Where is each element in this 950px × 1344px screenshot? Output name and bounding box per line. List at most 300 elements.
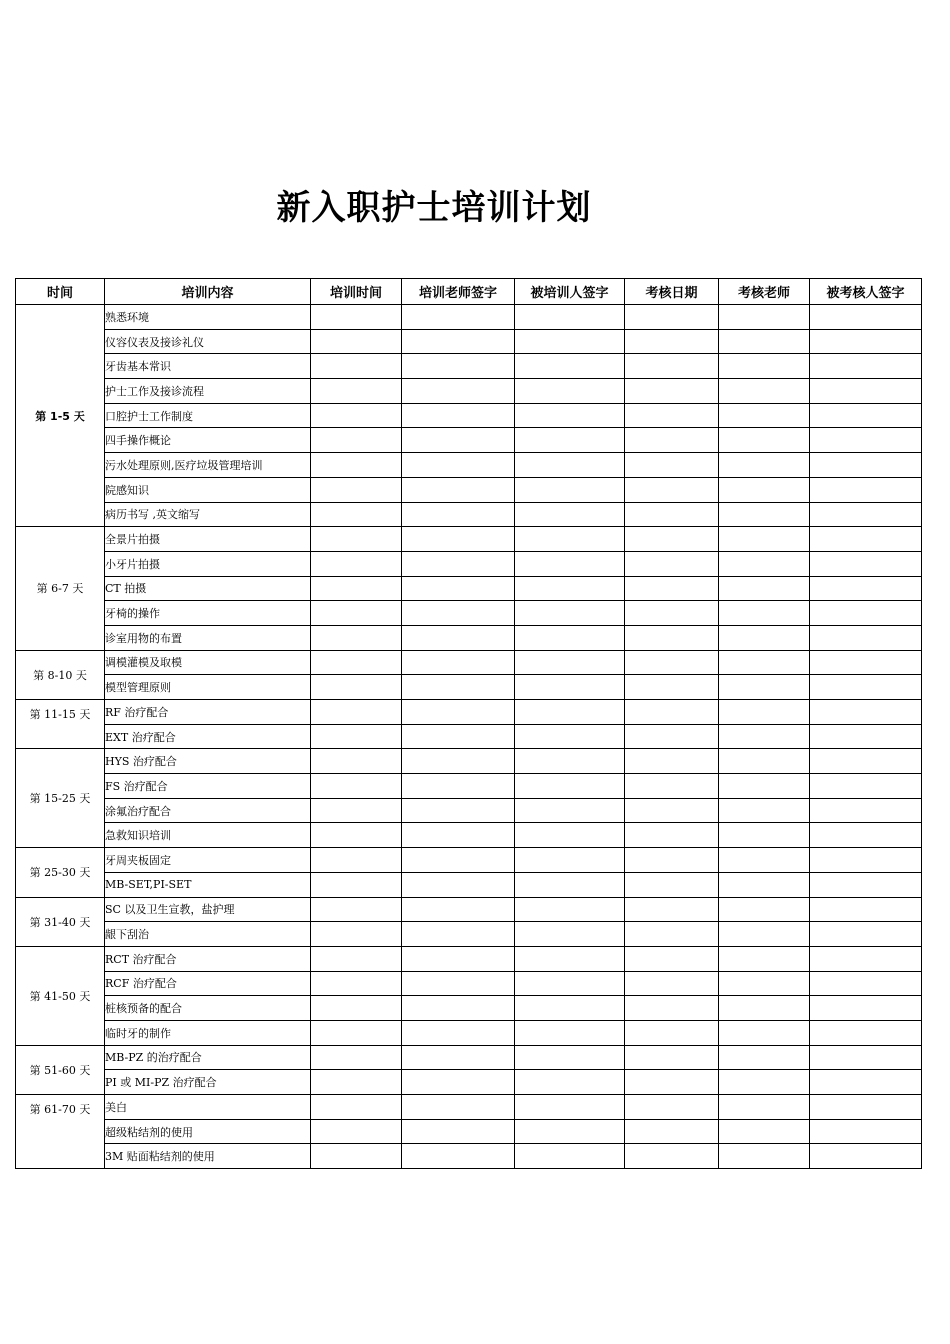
table-row [16, 477, 922, 502]
trainer-signature-cell[interactable] [402, 700, 515, 725]
trainee-signature-cell[interactable] [515, 601, 625, 626]
examinee-signature-cell[interactable] [810, 502, 922, 527]
examiner-cell[interactable] [719, 946, 810, 971]
column-header: 培训老师签字 [402, 279, 515, 305]
training-time-cell[interactable] [311, 329, 402, 354]
trainer-signature-cell[interactable] [402, 502, 515, 527]
training-content-cell: 熟悉环境 [105, 305, 311, 330]
examinee-signature-cell[interactable] [810, 305, 922, 330]
examinee-signature-cell[interactable] [810, 1095, 922, 1120]
trainee-signature-cell[interactable] [515, 823, 625, 848]
examinee-signature-cell[interactable] [810, 848, 922, 873]
table-row [16, 749, 922, 774]
exam-date-cell[interactable] [625, 897, 719, 922]
table-row [16, 428, 922, 453]
training-content-cell: 全景片拍摄 [105, 527, 311, 552]
training-content-cell: 仪容仪表及接诊礼仪 [105, 329, 311, 354]
table-row [16, 1070, 922, 1095]
training-time-cell[interactable] [311, 403, 402, 428]
examinee-signature-cell[interactable] [810, 675, 922, 700]
trainee-signature-cell[interactable] [515, 1045, 625, 1070]
exam-date-cell[interactable] [625, 477, 719, 502]
table-row [16, 354, 922, 379]
trainee-signature-cell[interactable] [515, 576, 625, 601]
examinee-signature-cell[interactable] [810, 527, 922, 552]
training-content-cell: MB-SET,PI-SET [105, 872, 311, 897]
trainer-signature-cell[interactable] [402, 897, 515, 922]
examiner-cell[interactable] [719, 329, 810, 354]
trainer-signature-cell[interactable] [402, 305, 515, 330]
trainee-signature-cell[interactable] [515, 996, 625, 1021]
trainer-signature-cell[interactable] [402, 576, 515, 601]
training-content-cell: 院感知识 [105, 477, 311, 502]
trainee-signature-cell[interactable] [515, 1119, 625, 1144]
training-content-cell: 护士工作及接诊流程 [105, 379, 311, 404]
trainer-signature-cell[interactable] [402, 1119, 515, 1144]
training-plan-table [15, 278, 922, 1169]
table-row [16, 650, 922, 675]
trainer-signature-cell[interactable] [402, 551, 515, 576]
exam-date-cell[interactable] [625, 1144, 719, 1169]
examinee-signature-cell[interactable] [810, 329, 922, 354]
examiner-cell[interactable] [719, 502, 810, 527]
examinee-signature-cell[interactable] [810, 724, 922, 749]
trainee-signature-cell[interactable] [515, 453, 625, 478]
examinee-signature-cell[interactable] [810, 798, 922, 823]
examinee-signature-cell[interactable] [810, 1070, 922, 1095]
examinee-signature-cell[interactable] [810, 601, 922, 626]
table-row [16, 1045, 922, 1070]
exam-date-cell[interactable] [625, 749, 719, 774]
table-row [16, 872, 922, 897]
examinee-signature-cell[interactable] [810, 749, 922, 774]
training-time-cell[interactable] [311, 1095, 402, 1120]
exam-date-cell[interactable] [625, 946, 719, 971]
trainer-signature-cell[interactable] [402, 379, 515, 404]
trainee-signature-cell[interactable] [515, 749, 625, 774]
training-content-cell: 超级粘结剂的使用 [105, 1119, 311, 1144]
trainer-signature-cell[interactable] [402, 1144, 515, 1169]
trainer-signature-cell[interactable] [402, 403, 515, 428]
trainee-signature-cell[interactable] [515, 379, 625, 404]
trainee-signature-cell[interactable] [515, 354, 625, 379]
training-content-cell: 急救知识培训 [105, 823, 311, 848]
table-row [16, 1144, 922, 1169]
table-row [16, 453, 922, 478]
period-cell: 第 11-15 天 [16, 700, 105, 749]
examinee-signature-cell[interactable] [810, 897, 922, 922]
trainer-signature-cell[interactable] [402, 453, 515, 478]
training-content-cell: 临时牙的制作 [105, 1020, 311, 1045]
exam-date-cell[interactable] [625, 650, 719, 675]
exam-date-cell[interactable] [625, 354, 719, 379]
trainer-signature-cell[interactable] [402, 1020, 515, 1045]
trainer-signature-cell[interactable] [402, 477, 515, 502]
training-time-cell[interactable] [311, 848, 402, 873]
training-content-cell: RCT 治疗配合 [105, 946, 311, 971]
training-content-cell: 3M 贴面粘结剂的使用 [105, 1144, 311, 1169]
trainee-signature-cell[interactable] [515, 897, 625, 922]
trainer-signature-cell[interactable] [402, 650, 515, 675]
examinee-signature-cell[interactable] [810, 650, 922, 675]
training-content-cell: MB-PZ 的治疗配合 [105, 1045, 311, 1070]
table-row [16, 774, 922, 799]
table-row [16, 601, 922, 626]
examinee-signature-cell[interactable] [810, 1144, 922, 1169]
trainer-signature-cell[interactable] [402, 774, 515, 799]
examiner-cell[interactable] [719, 428, 810, 453]
examiner-cell[interactable] [719, 922, 810, 947]
examiner-cell[interactable] [719, 354, 810, 379]
table-row [16, 403, 922, 428]
examiner-cell[interactable] [719, 527, 810, 552]
trainer-signature-cell[interactable] [402, 1095, 515, 1120]
table-row [16, 305, 922, 330]
examinee-signature-cell[interactable] [810, 379, 922, 404]
training-content-cell: HYS 治疗配合 [105, 749, 311, 774]
examiner-cell[interactable] [719, 823, 810, 848]
training-content-cell: 四手操作概论 [105, 428, 311, 453]
period-cell: 第 31-40 天 [16, 897, 105, 946]
training-content-cell: 牙周夹板固定 [105, 848, 311, 873]
trainee-signature-cell[interactable] [515, 477, 625, 502]
examinee-signature-cell[interactable] [810, 872, 922, 897]
trainer-signature-cell[interactable] [402, 922, 515, 947]
training-content-cell: 牙齿基本常识 [105, 354, 311, 379]
table-row [16, 700, 922, 725]
trainer-signature-cell[interactable] [402, 946, 515, 971]
examiner-cell[interactable] [719, 650, 810, 675]
examinee-signature-cell[interactable] [810, 354, 922, 379]
trainee-signature-cell[interactable] [515, 1144, 625, 1169]
training-content-cell: 涂氟治疗配合 [105, 798, 311, 823]
trainee-signature-cell[interactable] [515, 625, 625, 650]
exam-date-cell[interactable] [625, 502, 719, 527]
examiner-cell[interactable] [719, 601, 810, 626]
examiner-cell[interactable] [719, 625, 810, 650]
table-row [16, 1020, 922, 1045]
trainer-signature-cell[interactable] [402, 428, 515, 453]
examinee-signature-cell[interactable] [810, 403, 922, 428]
examiner-cell[interactable] [719, 996, 810, 1021]
training-content-cell: 诊室用物的布置 [105, 625, 311, 650]
table-row [16, 329, 922, 354]
table-row [16, 798, 922, 823]
trainer-signature-cell[interactable] [402, 1045, 515, 1070]
examiner-cell[interactable] [719, 453, 810, 478]
column-header: 时间 [16, 279, 105, 305]
examiner-cell[interactable] [719, 774, 810, 799]
training-content-cell: 口腔护士工作制度 [105, 403, 311, 428]
exam-date-cell[interactable] [625, 428, 719, 453]
period-cell: 第 8-10 天 [16, 650, 105, 699]
exam-date-cell[interactable] [625, 576, 719, 601]
trainer-signature-cell[interactable] [402, 823, 515, 848]
table-row [16, 996, 922, 1021]
training-time-cell[interactable] [311, 477, 402, 502]
trainer-signature-cell[interactable] [402, 971, 515, 996]
trainer-signature-cell[interactable] [402, 329, 515, 354]
exam-date-cell[interactable] [625, 305, 719, 330]
trainee-signature-cell[interactable] [515, 675, 625, 700]
examiner-cell[interactable] [719, 1045, 810, 1070]
examinee-signature-cell[interactable] [810, 477, 922, 502]
table-row [16, 551, 922, 576]
table-row [16, 379, 922, 404]
trainer-signature-cell[interactable] [402, 872, 515, 897]
training-time-cell[interactable] [311, 576, 402, 601]
training-time-cell[interactable] [311, 774, 402, 799]
exam-date-cell[interactable] [625, 872, 719, 897]
trainer-signature-cell[interactable] [402, 724, 515, 749]
table-row [16, 897, 922, 922]
training-content-cell: 小牙片拍摄 [105, 551, 311, 576]
trainee-signature-cell[interactable] [515, 527, 625, 552]
period-cell: 第 61-70 天 [16, 1095, 105, 1169]
training-time-cell[interactable] [311, 1020, 402, 1045]
period-cell: 第 6-7 天 [16, 527, 105, 650]
trainee-signature-cell[interactable] [515, 502, 625, 527]
exam-date-cell[interactable] [625, 1095, 719, 1120]
table-row [16, 971, 922, 996]
exam-date-cell[interactable] [625, 1119, 719, 1144]
column-header: 考核日期 [625, 279, 719, 305]
examiner-cell[interactable] [719, 379, 810, 404]
training-time-cell[interactable] [311, 823, 402, 848]
examinee-signature-cell[interactable] [810, 823, 922, 848]
training-time-cell[interactable] [311, 996, 402, 1021]
examinee-signature-cell[interactable] [810, 576, 922, 601]
training-content-cell: SC 以及卫生宣教，盐护理 [105, 897, 311, 922]
table-row [16, 527, 922, 552]
examiner-cell[interactable] [719, 872, 810, 897]
period-cell: 第 41-50 天 [16, 946, 105, 1045]
examiner-cell[interactable] [719, 749, 810, 774]
trainee-signature-cell[interactable] [515, 551, 625, 576]
trainer-signature-cell[interactable] [402, 625, 515, 650]
examiner-cell[interactable] [719, 1144, 810, 1169]
examinee-signature-cell[interactable] [810, 774, 922, 799]
table-row [16, 823, 922, 848]
table-row [16, 675, 922, 700]
examinee-signature-cell[interactable] [810, 1119, 922, 1144]
examiner-cell[interactable] [719, 724, 810, 749]
training-content-cell: 模型管理原则 [105, 675, 311, 700]
table-row [16, 1119, 922, 1144]
exam-date-cell[interactable] [625, 774, 719, 799]
examiner-cell[interactable] [719, 798, 810, 823]
training-content-cell: 桩核预备的配合 [105, 996, 311, 1021]
examinee-signature-cell[interactable] [810, 428, 922, 453]
trainer-signature-cell[interactable] [402, 996, 515, 1021]
table-row [16, 625, 922, 650]
column-header: 培训内容 [105, 279, 311, 305]
period-cell: 第 25-30 天 [16, 848, 105, 897]
training-time-cell[interactable] [311, 551, 402, 576]
training-content-cell: 污水处理原则,医疗垃圾管理培训 [105, 453, 311, 478]
training-time-cell[interactable] [311, 625, 402, 650]
training-time-cell[interactable] [311, 675, 402, 700]
training-time-cell[interactable] [311, 872, 402, 897]
training-time-cell[interactable] [311, 700, 402, 725]
examinee-signature-cell[interactable] [810, 700, 922, 725]
exam-date-cell[interactable] [625, 527, 719, 552]
table-row [16, 922, 922, 947]
column-header: 被考核人签字 [810, 279, 922, 305]
trainer-signature-cell[interactable] [402, 527, 515, 552]
trainee-signature-cell[interactable] [515, 946, 625, 971]
trainee-signature-cell[interactable] [515, 774, 625, 799]
trainee-signature-cell[interactable] [515, 428, 625, 453]
training-content-cell: FS 治疗配合 [105, 774, 311, 799]
exam-date-cell[interactable] [625, 625, 719, 650]
trainer-signature-cell[interactable] [402, 675, 515, 700]
training-content-cell: 调模灌模及取模 [105, 650, 311, 675]
trainee-signature-cell[interactable] [515, 724, 625, 749]
training-time-cell[interactable] [311, 428, 402, 453]
trainee-signature-cell[interactable] [515, 403, 625, 428]
exam-date-cell[interactable] [625, 379, 719, 404]
column-header: 培训时间 [311, 279, 402, 305]
examinee-signature-cell[interactable] [810, 946, 922, 971]
examiner-cell[interactable] [719, 1070, 810, 1095]
training-content-cell: RCF 治疗配合 [105, 971, 311, 996]
training-content-cell: 美白 [105, 1095, 311, 1120]
training-time-cell[interactable] [311, 305, 402, 330]
table-body [16, 305, 922, 1169]
training-time-cell[interactable] [311, 379, 402, 404]
trainee-signature-cell[interactable] [515, 329, 625, 354]
trainee-signature-cell[interactable] [515, 650, 625, 675]
table-row [16, 946, 922, 971]
table-row [16, 848, 922, 873]
examinee-signature-cell[interactable] [810, 1045, 922, 1070]
examiner-cell[interactable] [719, 1095, 810, 1120]
examinee-signature-cell[interactable] [810, 625, 922, 650]
training-time-cell[interactable] [311, 453, 402, 478]
examiner-cell[interactable] [719, 477, 810, 502]
examinee-signature-cell[interactable] [810, 551, 922, 576]
exam-date-cell[interactable] [625, 1070, 719, 1095]
trainee-signature-cell[interactable] [515, 922, 625, 947]
training-time-cell[interactable] [311, 650, 402, 675]
trainee-signature-cell[interactable] [515, 872, 625, 897]
examiner-cell[interactable] [719, 675, 810, 700]
period-cell: 第 15-25 天 [16, 749, 105, 848]
examinee-signature-cell[interactable] [810, 996, 922, 1021]
examinee-signature-cell[interactable] [810, 1020, 922, 1045]
trainer-signature-cell[interactable] [402, 848, 515, 873]
exam-date-cell[interactable] [625, 1045, 719, 1070]
table-row [16, 1095, 922, 1120]
training-content-cell: EXT 治疗配合 [105, 724, 311, 749]
trainer-signature-cell[interactable] [402, 601, 515, 626]
training-time-cell[interactable] [311, 724, 402, 749]
training-time-cell[interactable] [311, 922, 402, 947]
trainer-signature-cell[interactable] [402, 354, 515, 379]
exam-date-cell[interactable] [625, 453, 719, 478]
examiner-cell[interactable] [719, 403, 810, 428]
exam-date-cell[interactable] [625, 971, 719, 996]
training-time-cell[interactable] [311, 897, 402, 922]
exam-date-cell[interactable] [625, 724, 719, 749]
examinee-signature-cell[interactable] [810, 922, 922, 947]
examiner-cell[interactable] [719, 551, 810, 576]
examiner-cell[interactable] [719, 700, 810, 725]
training-time-cell[interactable] [311, 749, 402, 774]
column-header: 被培训人签字 [515, 279, 625, 305]
training-time-cell[interactable] [311, 1070, 402, 1095]
trainee-signature-cell[interactable] [515, 798, 625, 823]
training-content-cell: CT 拍摄 [105, 576, 311, 601]
exam-date-cell[interactable] [625, 1020, 719, 1045]
training-content-cell: 病历书写 ,英文缩写 [105, 502, 311, 527]
examiner-cell[interactable] [719, 848, 810, 873]
exam-date-cell[interactable] [625, 329, 719, 354]
exam-date-cell[interactable] [625, 403, 719, 428]
trainee-signature-cell[interactable] [515, 1095, 625, 1120]
trainee-signature-cell[interactable] [515, 971, 625, 996]
examinee-signature-cell[interactable] [810, 971, 922, 996]
header-row [16, 279, 922, 305]
trainee-signature-cell[interactable] [515, 700, 625, 725]
examiner-cell[interactable] [719, 305, 810, 330]
exam-date-cell[interactable] [625, 848, 719, 873]
training-time-cell[interactable] [311, 1144, 402, 1169]
training-time-cell[interactable] [311, 601, 402, 626]
exam-date-cell[interactable] [625, 922, 719, 947]
training-time-cell[interactable] [311, 502, 402, 527]
table-row [16, 724, 922, 749]
trainee-signature-cell[interactable] [515, 1020, 625, 1045]
training-time-cell[interactable] [311, 354, 402, 379]
exam-date-cell[interactable] [625, 675, 719, 700]
examiner-cell[interactable] [719, 971, 810, 996]
trainer-signature-cell[interactable] [402, 749, 515, 774]
examiner-cell[interactable] [719, 897, 810, 922]
training-time-cell[interactable] [311, 971, 402, 996]
examiner-cell[interactable] [719, 1119, 810, 1144]
exam-date-cell[interactable] [625, 551, 719, 576]
exam-date-cell[interactable] [625, 823, 719, 848]
period-cell: 第 51-60 天 [16, 1045, 105, 1094]
exam-date-cell[interactable] [625, 700, 719, 725]
table-row [16, 502, 922, 527]
exam-date-cell[interactable] [625, 996, 719, 1021]
column-header: 考核老师 [719, 279, 810, 305]
trainer-signature-cell[interactable] [402, 1070, 515, 1095]
training-time-cell[interactable] [311, 527, 402, 552]
training-time-cell[interactable] [311, 1045, 402, 1070]
training-content-cell: PI 或 MI-PZ 治疗配合 [105, 1070, 311, 1095]
trainer-signature-cell[interactable] [402, 798, 515, 823]
exam-date-cell[interactable] [625, 601, 719, 626]
training-content-cell: 龈下刮治 [105, 922, 311, 947]
trainee-signature-cell[interactable] [515, 848, 625, 873]
trainee-signature-cell[interactable] [515, 305, 625, 330]
training-time-cell[interactable] [311, 798, 402, 823]
page-title: 新入职护士培训计划 [276, 188, 592, 228]
examinee-signature-cell[interactable] [810, 453, 922, 478]
training-content-cell: RF 治疗配合 [105, 700, 311, 725]
training-time-cell[interactable] [311, 1119, 402, 1144]
table-row [16, 576, 922, 601]
training-time-cell[interactable] [311, 946, 402, 971]
trainee-signature-cell[interactable] [515, 1070, 625, 1095]
examiner-cell[interactable] [719, 576, 810, 601]
examiner-cell[interactable] [719, 1020, 810, 1045]
exam-date-cell[interactable] [625, 798, 719, 823]
